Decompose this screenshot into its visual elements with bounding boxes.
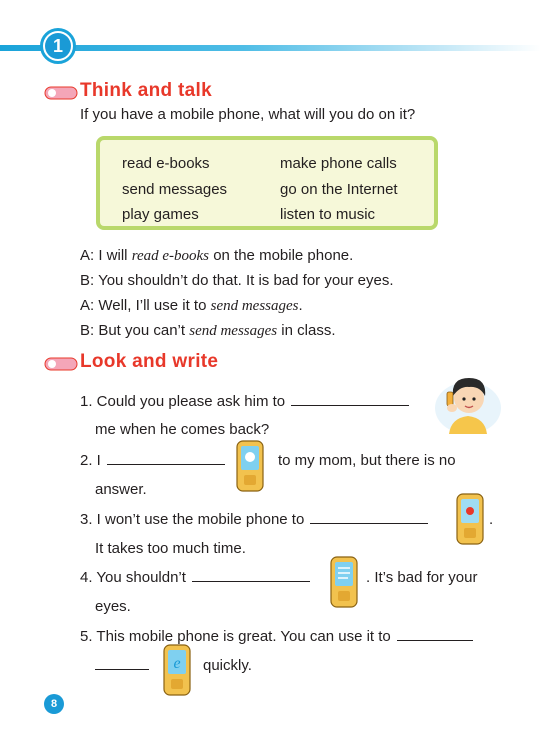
exercise-item-2-cont: answer.: [95, 481, 147, 498]
exercise-item-1-cont: me when he comes back?: [95, 421, 270, 438]
phrase-item: read e-books: [122, 155, 210, 172]
answer-blank[interactable]: [95, 657, 149, 670]
dialogue-line: B: But you can’t send messages in class.: [80, 322, 336, 339]
answer-blank[interactable]: [397, 628, 473, 641]
phrase-item: make phone calls: [280, 155, 397, 172]
exercise-item-5-cont: [95, 656, 149, 676]
phrase-item: send messages: [122, 181, 228, 198]
phrase-box: [96, 136, 438, 230]
phrase-item: play games: [122, 206, 199, 223]
exercise-item-5: 5. This mobile phone is great. You can use it to: [80, 627, 473, 647]
exercise-item-2: 2. I: [80, 451, 225, 471]
exercise-item-3-cont: It takes too much time.: [95, 540, 246, 557]
exercise-item-4-mid: . It’s bad for your: [366, 569, 478, 586]
page-number: 8: [44, 694, 64, 714]
exercise-item-3-end: .: [489, 511, 494, 528]
exercise-item-2-mid: to my mom, but there is no: [278, 452, 456, 469]
exercise-item-4-cont: eyes.: [95, 598, 131, 615]
header-rule: [0, 45, 541, 51]
answer-blank[interactable]: [310, 511, 428, 524]
phone-call-icon: [236, 440, 264, 492]
phrase-item: go on the Internet: [280, 181, 398, 198]
section-pill-icon: [44, 357, 78, 371]
phone-game-icon: [456, 493, 484, 545]
exercise-item-3: 3. I won’t use the mobile phone to: [80, 510, 428, 530]
answer-blank[interactable]: [291, 393, 409, 406]
dialogue-line: A: I will read e-books on the mobile phone.: [80, 247, 354, 264]
svg-text:e: e: [173, 655, 181, 672]
answer-blank[interactable]: [192, 569, 310, 582]
exercise-item-5-end: quickly.: [203, 657, 252, 674]
answer-blank[interactable]: [107, 452, 225, 465]
section-title-look-and-write: Look and write: [80, 351, 219, 372]
exercise-item-1: 1. Could you please ask him to: [80, 392, 409, 412]
dialogue-line: B: You shouldn’t do that. It is bad for your eyes.: [80, 272, 394, 289]
phrase-item: listen to music: [280, 206, 376, 223]
section-pill-icon: [44, 86, 78, 100]
section-title-think-and-talk: Think and talk: [80, 80, 212, 101]
unit-number: 1: [45, 33, 71, 59]
boy-on-phone-illustration: [433, 368, 503, 436]
phone-ebook-icon: [330, 556, 358, 608]
unit-number-badge: [40, 28, 76, 64]
section-question: If you have a mobile phone, what will you do on it?: [80, 106, 416, 123]
phone-internet-icon: [163, 644, 191, 696]
dialogue-line: A: Well, I’ll use it to send messages.: [80, 297, 303, 314]
exercise-item-4: 4. You shouldn’t: [80, 568, 310, 588]
